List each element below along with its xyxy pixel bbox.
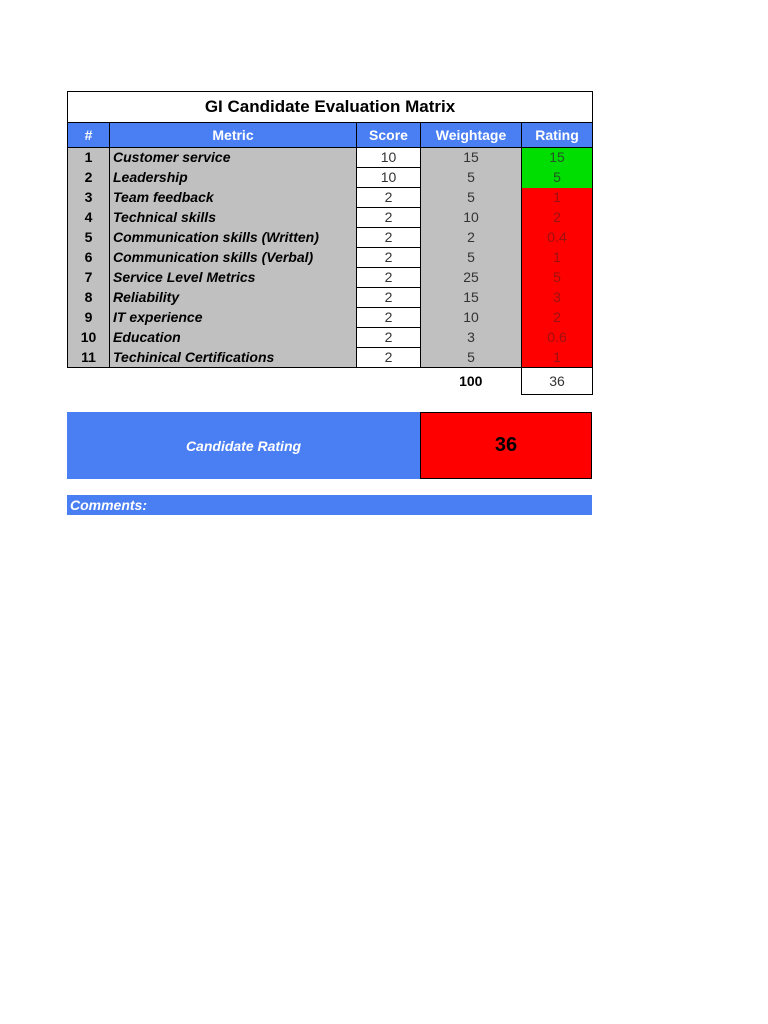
row-number: 4 bbox=[68, 208, 110, 228]
row-number: 10 bbox=[68, 328, 110, 348]
row-metric: Service Level Metrics bbox=[110, 268, 357, 288]
total-weightage: 100 bbox=[459, 373, 483, 390]
totals-row bbox=[68, 368, 593, 395]
row-metric: Education bbox=[110, 328, 357, 348]
row-weightage[interactable]: 5 bbox=[421, 168, 522, 188]
row-weightage[interactable]: 5 bbox=[421, 248, 522, 268]
total-rating[interactable]: 36 bbox=[522, 368, 593, 395]
matrix-title: GI Candidate Evaluation Matrix bbox=[68, 92, 593, 123]
row-weightage[interactable]: 10 bbox=[421, 308, 522, 328]
row-weightage[interactable]: 5 bbox=[421, 348, 522, 368]
table-row bbox=[68, 268, 593, 288]
table-row bbox=[68, 208, 593, 228]
table-row bbox=[68, 168, 593, 188]
row-rating[interactable]: 1 bbox=[522, 348, 593, 368]
header-score: Score bbox=[357, 123, 421, 148]
table-row bbox=[68, 288, 593, 308]
row-number: 7 bbox=[68, 268, 110, 288]
row-number: 1 bbox=[68, 148, 110, 168]
row-number: 9 bbox=[68, 308, 110, 328]
comments-label[interactable]: Comments: bbox=[67, 495, 592, 515]
row-metric: Reliability bbox=[110, 288, 357, 308]
row-rating[interactable]: 15 bbox=[522, 148, 593, 168]
table-row bbox=[68, 328, 593, 348]
row-rating[interactable]: 0.4 bbox=[522, 228, 593, 248]
candidate-rating-label: Candidate Rating bbox=[67, 412, 420, 479]
row-rating[interactable]: 2 bbox=[522, 208, 593, 228]
header-metric: Metric bbox=[110, 123, 357, 148]
row-number: 2 bbox=[68, 168, 110, 188]
table-row bbox=[68, 228, 593, 248]
header-weightage: Weightage bbox=[421, 123, 522, 148]
row-rating[interactable]: 5 bbox=[522, 268, 593, 288]
row-weightage[interactable]: 25 bbox=[421, 268, 522, 288]
table-row bbox=[68, 308, 593, 328]
row-metric: IT experience bbox=[110, 308, 357, 328]
row-metric: Customer service bbox=[110, 148, 357, 168]
table-row bbox=[68, 188, 593, 208]
row-number: 8 bbox=[68, 288, 110, 308]
table-row bbox=[68, 248, 593, 268]
row-metric: Techinical Certifications bbox=[110, 348, 357, 368]
row-metric: Leadership bbox=[110, 168, 357, 188]
row-rating[interactable]: 0.6 bbox=[522, 328, 593, 348]
row-score[interactable]: 2 bbox=[357, 228, 421, 248]
matrix-body bbox=[68, 148, 593, 368]
header-num: # bbox=[68, 123, 110, 148]
row-score[interactable]: 2 bbox=[357, 308, 421, 328]
table-row bbox=[68, 148, 593, 168]
row-score[interactable]: 2 bbox=[357, 208, 421, 228]
row-rating[interactable]: 1 bbox=[522, 188, 593, 208]
row-weightage[interactable]: 15 bbox=[421, 288, 522, 308]
row-weightage[interactable]: 2 bbox=[421, 228, 522, 248]
row-score[interactable]: 2 bbox=[357, 188, 421, 208]
row-number: 5 bbox=[68, 228, 110, 248]
row-score[interactable]: 2 bbox=[357, 288, 421, 308]
evaluation-sheet bbox=[67, 91, 592, 395]
row-weightage[interactable]: 15 bbox=[421, 148, 522, 168]
totals-spacer bbox=[68, 368, 421, 395]
row-weightage[interactable]: 5 bbox=[421, 188, 522, 208]
evaluation-matrix-table bbox=[67, 91, 593, 395]
table-row bbox=[68, 348, 593, 368]
header-row bbox=[68, 123, 593, 148]
row-score[interactable]: 10 bbox=[357, 168, 421, 188]
row-score[interactable]: 10 bbox=[357, 148, 421, 168]
candidate-rating-block bbox=[67, 412, 592, 479]
row-score[interactable]: 2 bbox=[357, 328, 421, 348]
row-weightage[interactable]: 3 bbox=[421, 328, 522, 348]
candidate-rating-value[interactable]: 36 bbox=[420, 412, 592, 479]
row-score[interactable]: 2 bbox=[357, 348, 421, 368]
header-rating: Rating bbox=[522, 123, 593, 148]
row-rating[interactable]: 1 bbox=[522, 248, 593, 268]
row-number: 11 bbox=[68, 348, 110, 368]
row-metric: Technical skills bbox=[110, 208, 357, 228]
row-rating[interactable]: 2 bbox=[522, 308, 593, 328]
row-metric: Team feedback bbox=[110, 188, 357, 208]
row-number: 6 bbox=[68, 248, 110, 268]
row-metric: Communication skills (Verbal) bbox=[110, 248, 357, 268]
row-score[interactable]: 2 bbox=[357, 248, 421, 268]
row-number: 3 bbox=[68, 188, 110, 208]
row-rating[interactable]: 5 bbox=[522, 168, 593, 188]
row-metric: Communication skills (Written) bbox=[110, 228, 357, 248]
row-weightage[interactable]: 10 bbox=[421, 208, 522, 228]
row-rating[interactable]: 3 bbox=[522, 288, 593, 308]
row-score[interactable]: 2 bbox=[357, 268, 421, 288]
